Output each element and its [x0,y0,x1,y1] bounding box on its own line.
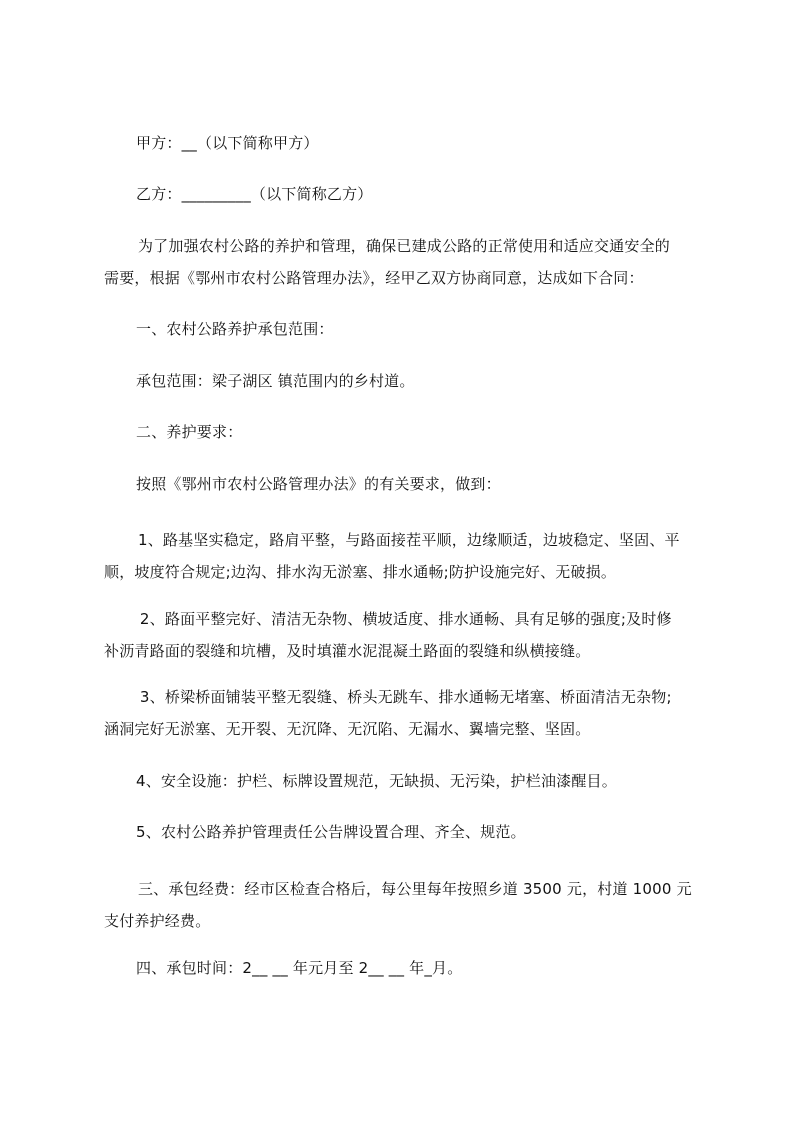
requirement-1-line-1: 1、路基坚实稳定，路肩平整，与路面接茬平顺，边缘顺适，边坡稳定、坚固、平 [133,531,680,549]
section-4: 四、承包时间：2__ __ 年元月至 2__ __ 年_月。 [136,959,463,977]
requirement-3-line-2: 涵洞完好无淤塞、无开裂、无沉降、无沉陷、无漏水、翼墙完整、坚固。 [104,720,591,738]
intro-line-1: 为了加强农村公路的养护和管理，确保已建成公路的正常使用和适应交通安全的 [133,237,670,255]
requirement-2-line-2: 补沥青路面的裂缝和坑槽，及时填灌水泥混凝土路面的裂缝和纵横接缝。 [104,642,591,660]
party-b-line: 乙方：_________（以下简称乙方） [136,185,373,203]
section-2-intro: 按照《鄂州市农村公路管理办法》的有关要求，做到： [136,475,501,493]
requirement-4: 4、安全设施：护栏、标牌设置规范，无缺损、无污染，护栏油漆醒目。 [136,772,617,790]
section-2-title: 二、养护要求： [136,423,243,441]
section-1-body: 承包范围：梁子湖区 镇范围内的乡村道。 [136,372,415,390]
section-1-title: 一、农村公路养护承包范围： [136,320,334,338]
requirement-5: 5、农村公路养护管理责任公告牌设置合理、齐全、规范。 [136,823,526,841]
requirement-3-line-1: 3、桥梁桥面铺装平整无裂缝、桥头无跳车、排水通畅无堵塞、桥面清洁无杂物; [130,688,672,706]
section-3-line-2: 支付养护经费。 [104,912,211,930]
section-3-line-1: 三、承包经费：经市区检查合格后，每公里每年按照乡道 3500 元，村道 1000 元 [133,880,692,898]
party-a-line: 甲方：__（以下简称甲方） [136,134,319,152]
intro-line-2: 需要，根据《鄂州市农村公路管理办法》，经甲乙双方协商同意，达成如下合同： [104,269,644,287]
requirement-2-line-1: 2、路面平整完好、清洁无杂物、横坡适度、排水通畅、具有足够的强度;及时修 [130,610,672,628]
requirement-1-line-2: 顺，坡度符合规定;边沟、排水沟无淤塞、排水通畅;防护设施完好、无破损。 [104,563,617,581]
